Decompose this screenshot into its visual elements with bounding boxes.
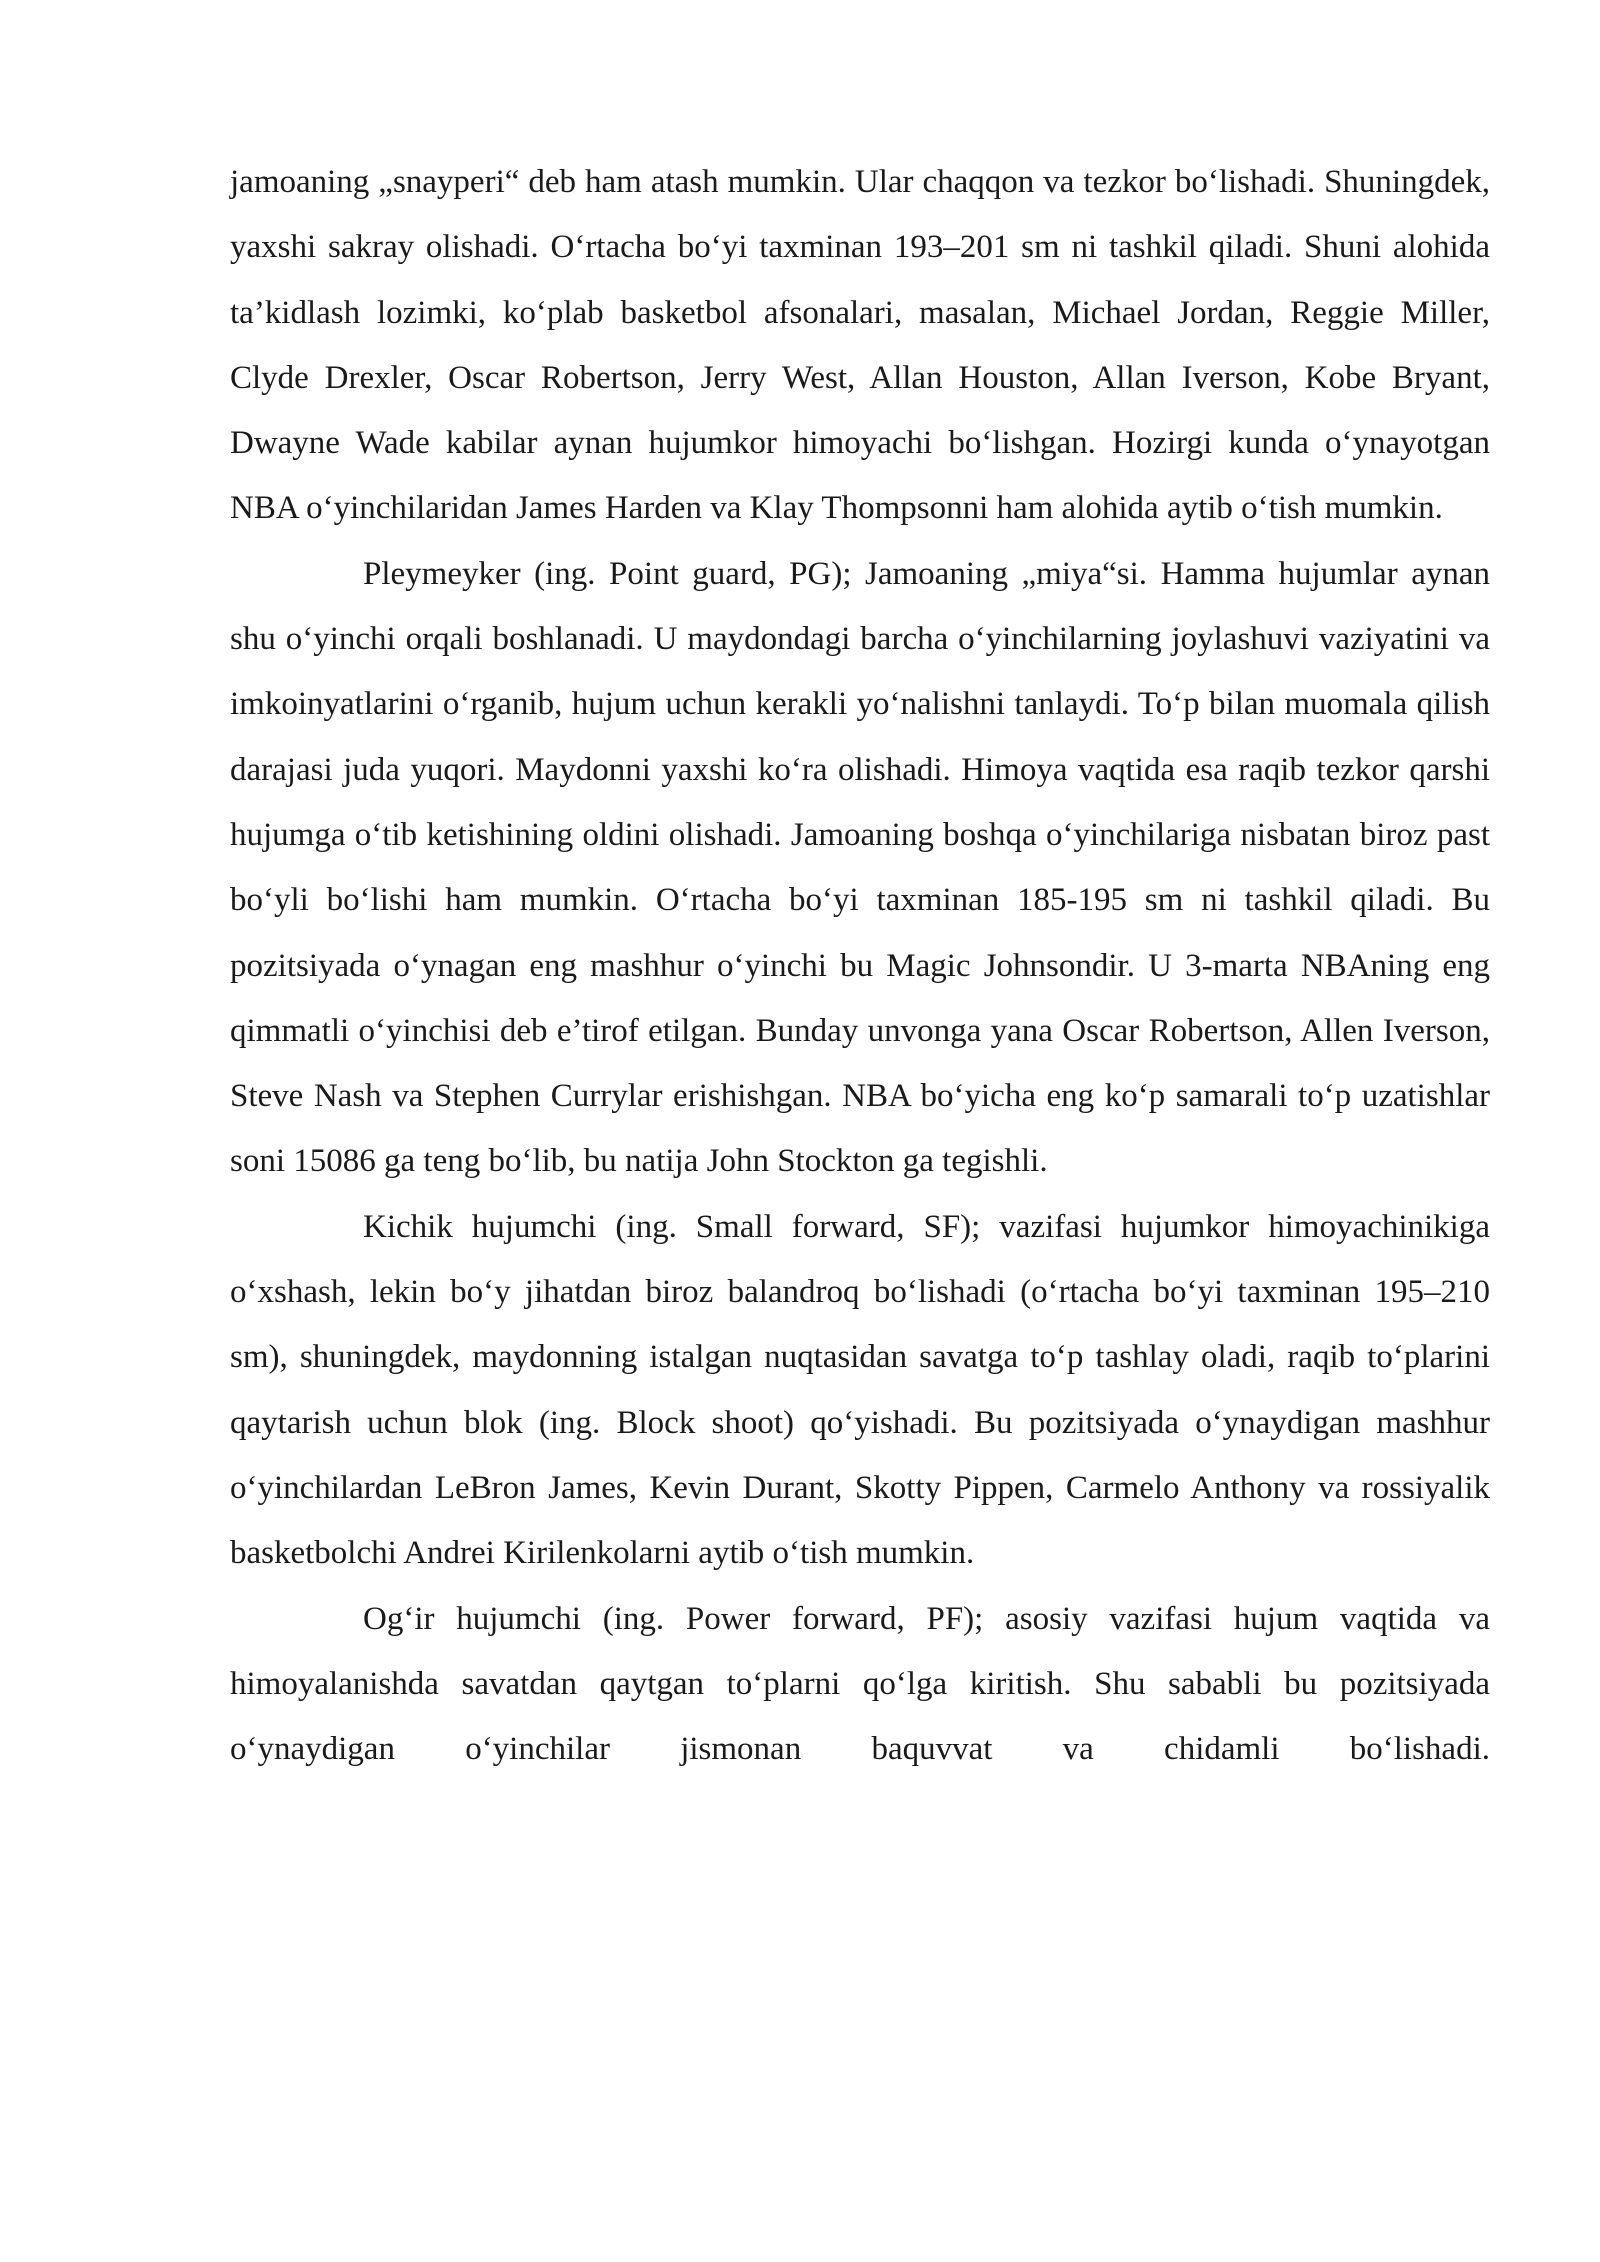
paragraph-small-forward: Kichik hujumchi (ing. Small forward, SF); vazifasi hujumkor himoyachinikiga o‘xshash, lekin bo‘y jihatdan biroz balandroq bo‘lishadi (o‘rtacha bo‘yi taxminan 195–210 sm), shuningdek, maydonning istalgan nuqtasidan savatga to‘p tashlay oladi, raqib to‘plarini qaytarish uchun blok (ing. Block shoot) qo‘yishadi. Bu pozitsiyada o‘ynaydigan mashhur o‘yinchilardan LeBron James, Kevin Durant, Skotty Pippen, Carmelo Anthony va rossiyalik basketbolchi Andrei Kirilenkolarni aytib o‘tish mumkin. — [230, 1208, 1490, 1572]
paragraph-shooting-guard-continued: jamoaning „snayperi“ deb ham atash mumkin. Ular chaqqon va tezkor bo‘lishadi. Shuningdek, yaxshi sakray olishadi. O‘rtacha bo‘yi taxminan 193–201 sm ni tashkil qiladi. Shuni alohida ta’kidlash lozimki, ko‘plab basketbol afsonalari, masalan, Michael Jordan, Reggie Miller, Clyde Drexler, Oscar Robertson, Jerry West, Allan Houston, Allan Iverson, Kobe Bryant, Dwayne Wade kabilar aynan hujumkor himoyachi bo‘lishgan. Hozirgi kunda o‘ynayotgan NBA o‘yinchilaridan James Harden va Klay Thompsonni ham alohida aytib o‘tish mumkin. — [230, 164, 1490, 527]
body-text — [230, 150, 1490, 1782]
paragraph-point-guard: Pleymeyker (ing. Point guard, PG); Jamoaning „miya“si. Hamma hujumlar aynan shu o‘yinchi orqali boshlanadi. U maydondagi barcha o‘yinchilarning joylashuvi vaziyatini va imkoinyatlarini o‘rganib, hujum uchun kerakli yo‘nalishni tanlaydi. To‘p bilan muomala qilish darajasi juda yuqori. Maydonni yaxshi ko‘ra olishadi. Himoya vaqtida esa raqib tezkor qarshi hujumga o‘tib ketishining oldini olishadi. Jamoaning boshqa o‘yinchilariga nisbatan biroz past bo‘yli bo‘lishi ham mumkin. O‘rtacha bo‘yi taxminan 185-195 sm ni tashkil qiladi. Bu pozitsiyada o‘ynagan eng mashhur o‘yinchi bu Magic Johnsondir. U 3-marta NBAning eng qimmatli o‘yinchisi deb e’tirof etilgan. Bunday unvonga yana Oscar Robertson, Allen Iverson, Steve Nash va Stephen Currylar erishishgan. NBA bo‘yicha eng ko‘p samarali to‘p uzatishlar soni 15086 ga teng bo‘lib, bu natija John Stockton ga tegishli. — [230, 555, 1490, 1180]
paragraph-power-forward: Og‘ir hujumchi (ing. Power forward, PF); asosiy vazifasi hujum vaqtida va himoyalanishda savatdan qaytgan to‘plarni qo‘lga kiritish. Shu sababli bu pozitsiyada o‘ynaydigan o‘yinchilar jismonan baquvvat va chidamli bo‘lishadi. — [230, 1600, 1490, 1768]
